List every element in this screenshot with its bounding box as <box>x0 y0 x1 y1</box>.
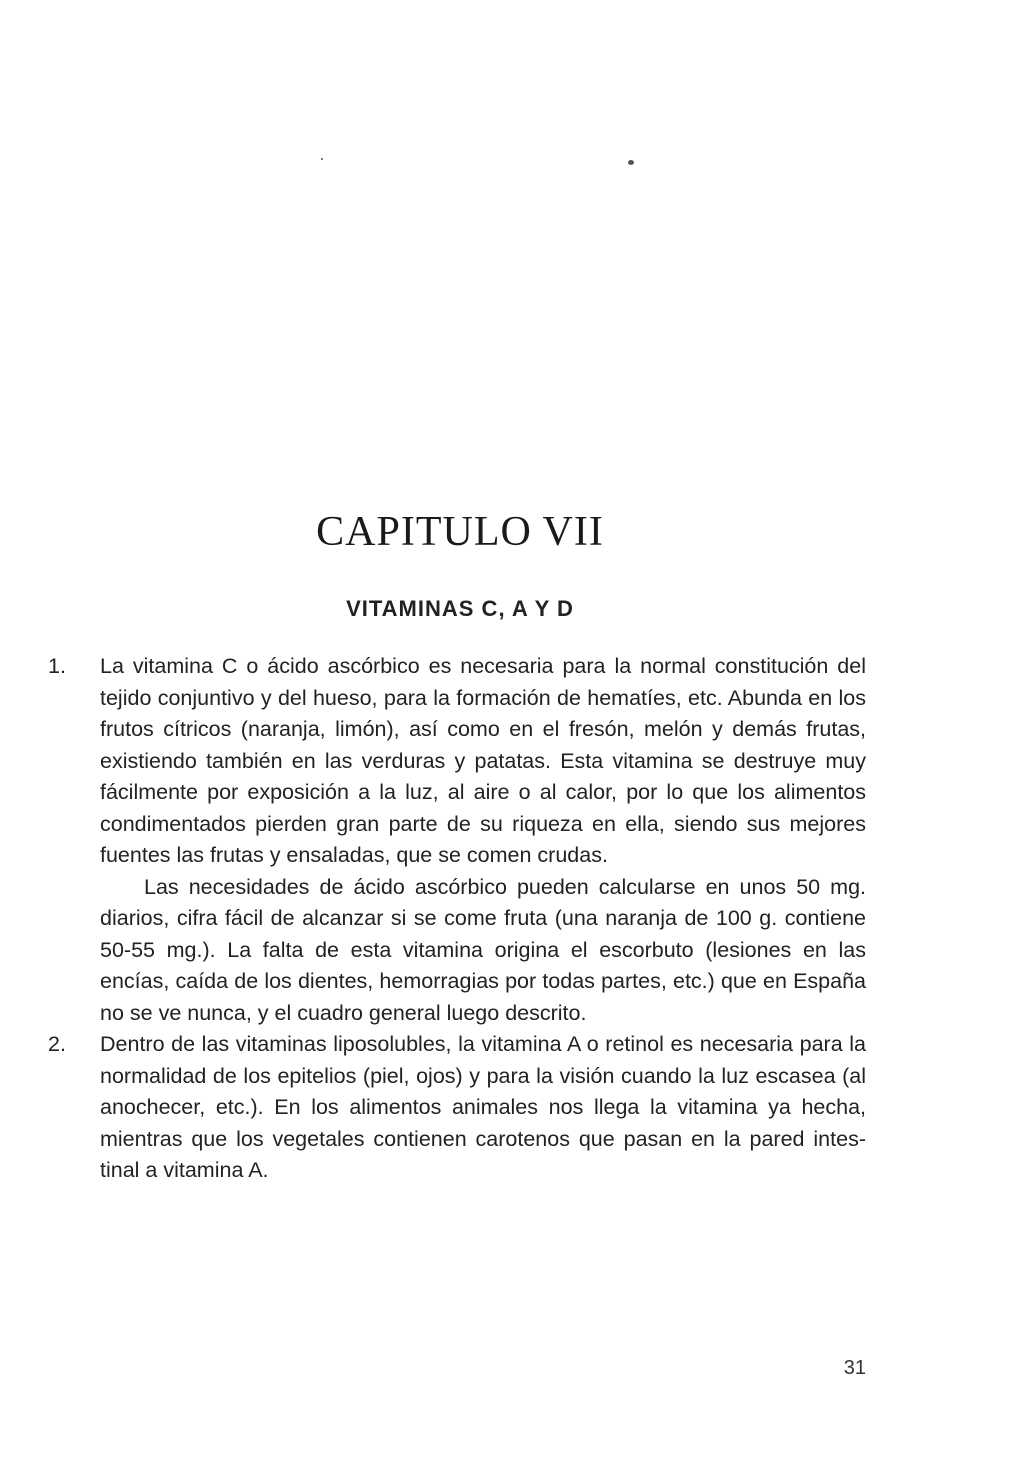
item-number: 1. <box>48 654 66 678</box>
paragraph: Dentro de las vitaminas liposolubles, la vitamina A o retinol es necesaria para la normalidad de los epitelios (piel, ojos) y para la visión cuando la luz escasea (al anochecer, etc.). En los alimentos animales nos llega la vitamina ya hecha, mientras que los vegetales contienen carotenos que pasan en la pared intestinal a vitamina A. <box>100 1032 866 1182</box>
item-number: 2. <box>48 1032 66 1056</box>
numbered-item-1 <box>48 651 866 1029</box>
print-speck <box>628 160 634 165</box>
section-heading: VITAMINAS C, A Y D <box>346 596 574 621</box>
body-text <box>48 651 866 1187</box>
print-speck <box>321 158 323 160</box>
paragraph: Las necesidades de ácido ascórbico pueden calcularse en unos 50 mg. diarios, cifra fácil de alcanzar si se come fruta (una naranja de 100 g. contiene 50-55 mg.). La falta de esta vitamina origina el escorbuto (lesiones en las encías, caída de los dientes, hemorragias por todas partes, etc.) que en España no se ve nunca, y el cuadro general luego descrito. <box>100 874 866 1025</box>
numbered-item-2 <box>48 1029 866 1187</box>
page-number: 31 <box>843 1357 866 1379</box>
paragraph: La vitamina C o ácido ascórbico es necesaria para la normal constitución del tejido conjuntivo y del hueso, para la formación de hematíes, etc. Abunda en los frutos cítricos (naranja, limón), así como en el fresón, melón y demás frutas, existiendo también en las verduras y patatas. Esta vitamina se destruye muy fácilmente por exposición a la luz, al aire o al calor, por lo que los alimentos condimentados pierden gran parte de su riqueza en ella, siendo sus mejores fuentes las frutas y ensaladas, que se comen crudas. <box>100 654 866 867</box>
chapter-title: CAPITULO VII <box>316 509 604 555</box>
